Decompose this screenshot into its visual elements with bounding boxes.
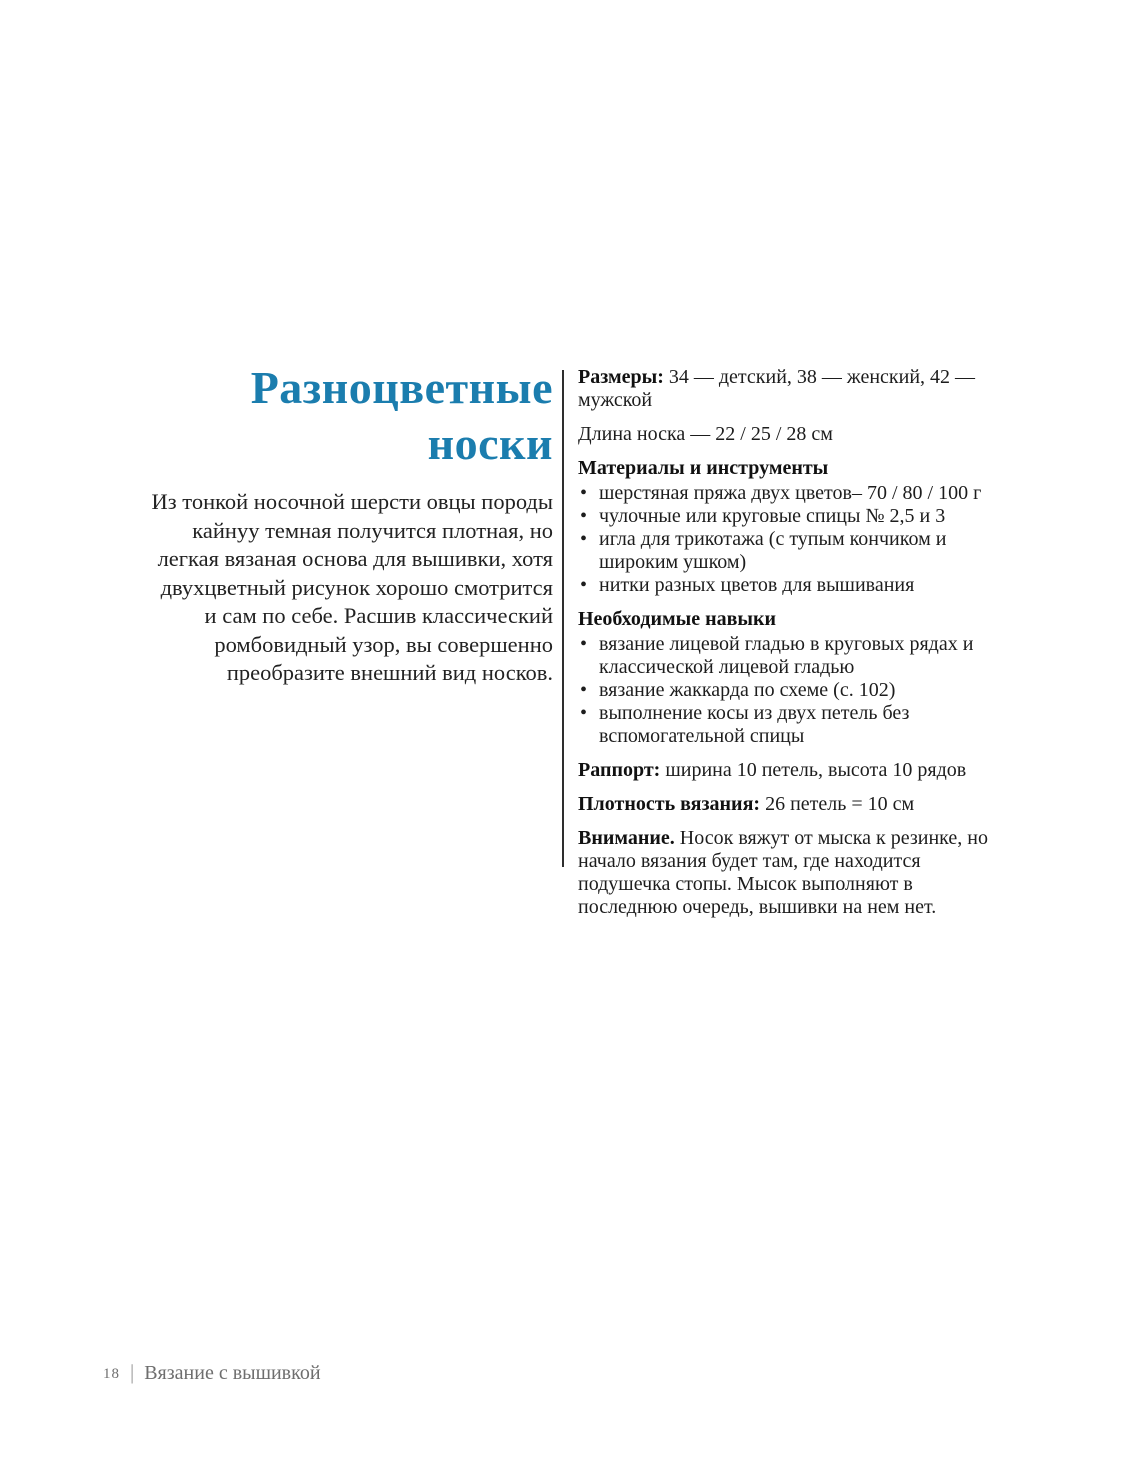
page-number: 18 — [103, 1366, 120, 1382]
list-item: • шерстяная пряжа двух цветов– 70 / 80 / 100 г — [578, 482, 1010, 505]
sock-length-paragraph: Длина носка — 22 / 25 / 28 см — [578, 423, 833, 445]
materials-heading: Материалы и инструменты — [578, 457, 829, 479]
materials-list — [578, 482, 1010, 597]
skills-list — [578, 633, 1010, 748]
list-item: • вязание жаккарда по схеме (с. 102) — [578, 679, 1010, 702]
column-divider — [562, 370, 564, 867]
gauge-text: 26 петель = 10 см — [760, 793, 915, 815]
intro-paragraph: Из тонкой носочной шерсти овцы породы кайнуу темная получится плотная, но легкая вязаная основа для вышивки, хотя двухцветный рисунок хорошо смотрится и сам по себе. Расшив классический ромбовидный узор, вы совершенно преобразите внешний вид носков. — [151, 489, 553, 685]
rapport-paragraph — [578, 759, 1010, 782]
note-paragraph — [578, 827, 1010, 919]
page-footer — [103, 1360, 603, 1386]
list-item: • нитки разных цветов для вышивания — [578, 574, 1010, 597]
sizes-label: Размеры: — [578, 366, 664, 388]
note-text: Носок вяжут от мыска к резинке, но начало вязания будет там, где находится подушечка стопы. Мысок выполняют в последнюю очередь, вышивки на нем нет. — [578, 827, 988, 918]
book-title: Вязание с вышивкой — [144, 1362, 321, 1384]
gauge-label: Плотность вязания: — [578, 793, 761, 815]
list-item: • вязание лицевой гладью в круговых рядах и классической лицевой гладью — [578, 633, 1010, 679]
rapport-label: Раппорт: — [578, 759, 661, 781]
left-column — [143, 360, 553, 688]
sizes-paragraph — [578, 366, 1010, 412]
gauge-paragraph — [578, 793, 1010, 816]
footer-separator: | — [130, 1360, 135, 1384]
list-item: • игла для трикотажа (с тупым кончиком и широким ушком) — [578, 528, 1010, 574]
rapport-text: ширина 10 петель, высота 10 рядов — [660, 759, 967, 781]
note-label: Внимание. — [578, 827, 675, 849]
skills-heading: Необходимые навыки — [578, 608, 777, 630]
page-title: Разноцветные носки — [250, 362, 553, 469]
sizes-text: 34 — детский, 38 — женский, 42 — мужской — [578, 366, 976, 411]
details-column — [578, 366, 1010, 930]
list-item: • чулочные или круговые спицы № 2,5 и 3 — [578, 505, 1010, 528]
list-item: • выполнение косы из двух петель без вспомогательной спицы — [578, 702, 1010, 748]
